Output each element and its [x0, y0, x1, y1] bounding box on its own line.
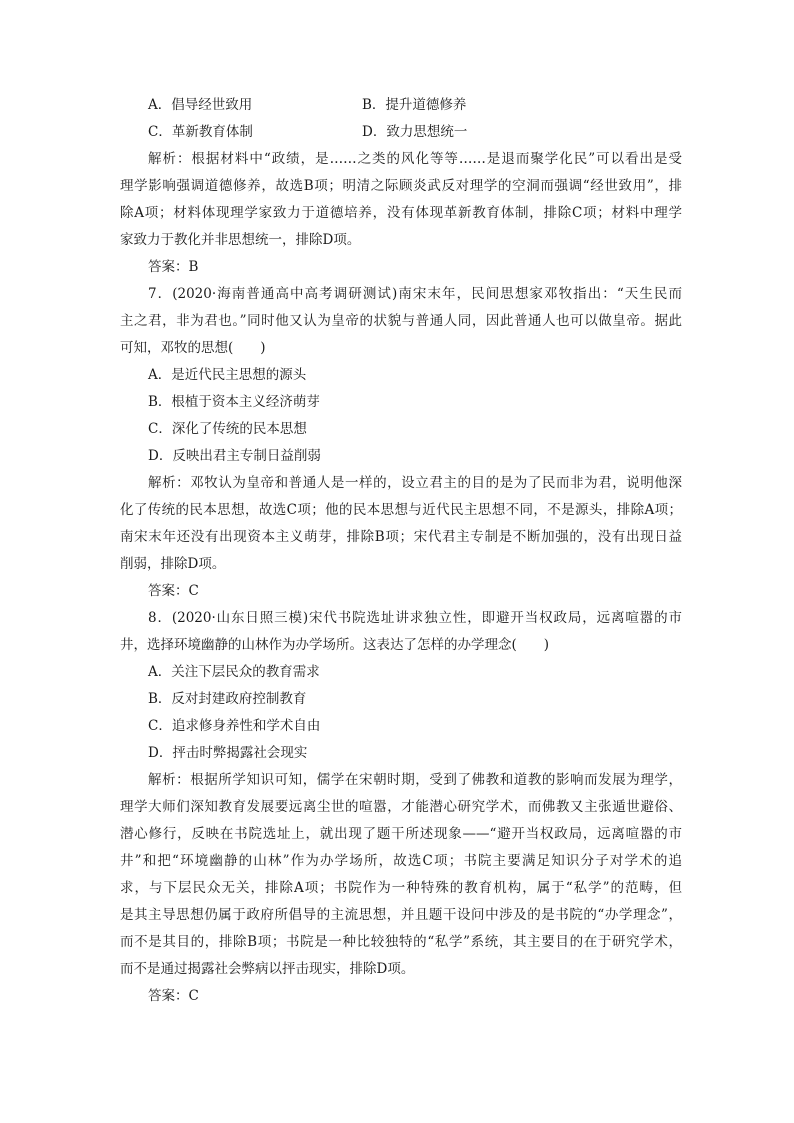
q8-option-c: C．追求修身养性和学术自由	[148, 718, 321, 734]
q8-option-d: D．抨击时弊揭露社会现实	[148, 745, 308, 761]
q7-option-a: A．是近代民主思想的源头	[148, 367, 307, 383]
q7-analysis-line: 削弱，排除D项。	[120, 556, 226, 572]
q7-option-d: D．反映出君主专制日益削弱	[148, 448, 321, 464]
q6-options-row-1	[120, 92, 682, 119]
q7-stem-line: 可知，邓牧的思想( )	[120, 340, 266, 356]
q7-answer: 答案：C	[148, 583, 199, 599]
q8-analysis-line: 井”和把“环境幽静的山林”作为办学场所，故选C项；书院主要满足知识分子对学术的追	[120, 853, 682, 869]
q8-analysis-line: 而不是通过揭露社会弊病以抨击现实，排除D项。	[120, 961, 415, 977]
q8-option-b: B．反对封建政府控制教育	[148, 691, 307, 707]
q8-analysis-line: 求，与下层民众无关，排除A项；书院作为一种特殊的教育机构，属于“私学”的范畴，但	[120, 880, 682, 896]
q7-stem-line: 主之君，非为君也。”同时他又认为皇帝的状貌与普通人同，因此普通人也可以做皇帝。据此	[120, 313, 682, 329]
q7-analysis-line: 南宋末年还没有出现资本主义萌芽，排除B项；宋代君主专制是不断加强的，没有出现日益	[120, 529, 682, 545]
q6-analysis-line: 家致力于教化并非思想统一，排除D项。	[120, 232, 361, 248]
q8-analysis-line: 解析：根据所学知识可知，儒学在宋朝时期，受到了佛教和道教的影响而发展为理学，	[148, 772, 682, 788]
q8-analysis-line: 潜心修行，反映在书院选址上，就出现了题干所述现象——“避开当权政局，远离喧嚣的市	[120, 826, 682, 842]
q7-analysis-line: 解析：邓牧认为皇帝和普通人是一样的，设立君主的目的是为了民而非为君，说明他深	[148, 475, 682, 491]
document-page	[120, 92, 682, 1010]
q6-options-row-2	[120, 119, 682, 146]
q7-analysis	[120, 470, 682, 578]
q6-option-a: A．倡导经世致用	[148, 97, 253, 113]
q7-option-b: B．根植于资本主义经济萌芽	[148, 394, 320, 410]
q7-stem-line: 7．(2020·海南普通高中高考调研测试)南宋末年，民间思想家邓牧指出：“天生民而	[148, 286, 682, 302]
q6-option-c: C．革新教育体制	[148, 124, 253, 140]
q8-stem-line: 井，选择环境幽静的山林作为办学场所。这表达了怎样的办学理念( )	[120, 637, 550, 653]
q7-analysis-line: 化了传统的民本思想，故选C项；他的民本思想与近代民主思想不同，不是源头，排除A项；	[120, 502, 682, 518]
q8-analysis-line: 而不是其目的，排除B项；书院是一种比较独特的“私学”系统，其主要目的在于研究学术，	[120, 934, 682, 950]
q8-stem-line: 8．(2020·山东日照三模)宋代书院选址讲求独立性，即避开当权政局，远离喧嚣的市	[148, 610, 682, 626]
q8-option-a: A．关注下层民众的教育需求	[148, 664, 320, 680]
q6-option-b: B．提升道德修养	[362, 97, 467, 113]
q8-answer: 答案：C	[148, 988, 199, 1004]
q6-analysis-line: 除A项；材料体现理学家致力于道德培养，没有体现革新教育体制，排除C项；材料中理学	[120, 205, 682, 221]
q6-analysis-line: 解析：根据材料中“政绩，是……之类的风化等等……是退而聚学化民”可以看出是受	[148, 151, 682, 167]
q7-option-c: C．深化了传统的民本思想	[148, 421, 307, 437]
q8-analysis-line: 是其主导思想仍属于政府所倡导的主流思想，并且题干设问中涉及的是书院的“办学理念”，	[120, 907, 682, 923]
q6-analysis-line: 理学影响强调道德修养，故选B项；明清之际顾炎武反对理学的空洞而强调“经世致用”，排	[120, 178, 682, 194]
q6-analysis	[120, 146, 682, 254]
q8-analysis	[120, 767, 682, 983]
q6-answer: 答案：B	[148, 259, 199, 275]
q7-options	[120, 362, 682, 470]
q8-analysis-line: 理学大师们深知教育发展要远离尘世的喧嚣，才能潜心研究学术，而佛教又主张遁世避俗、	[120, 799, 682, 815]
q6-option-d: D．致力思想统一	[362, 124, 468, 140]
q7-stem	[120, 281, 682, 362]
q8-stem	[120, 605, 682, 659]
q8-options	[120, 659, 682, 767]
